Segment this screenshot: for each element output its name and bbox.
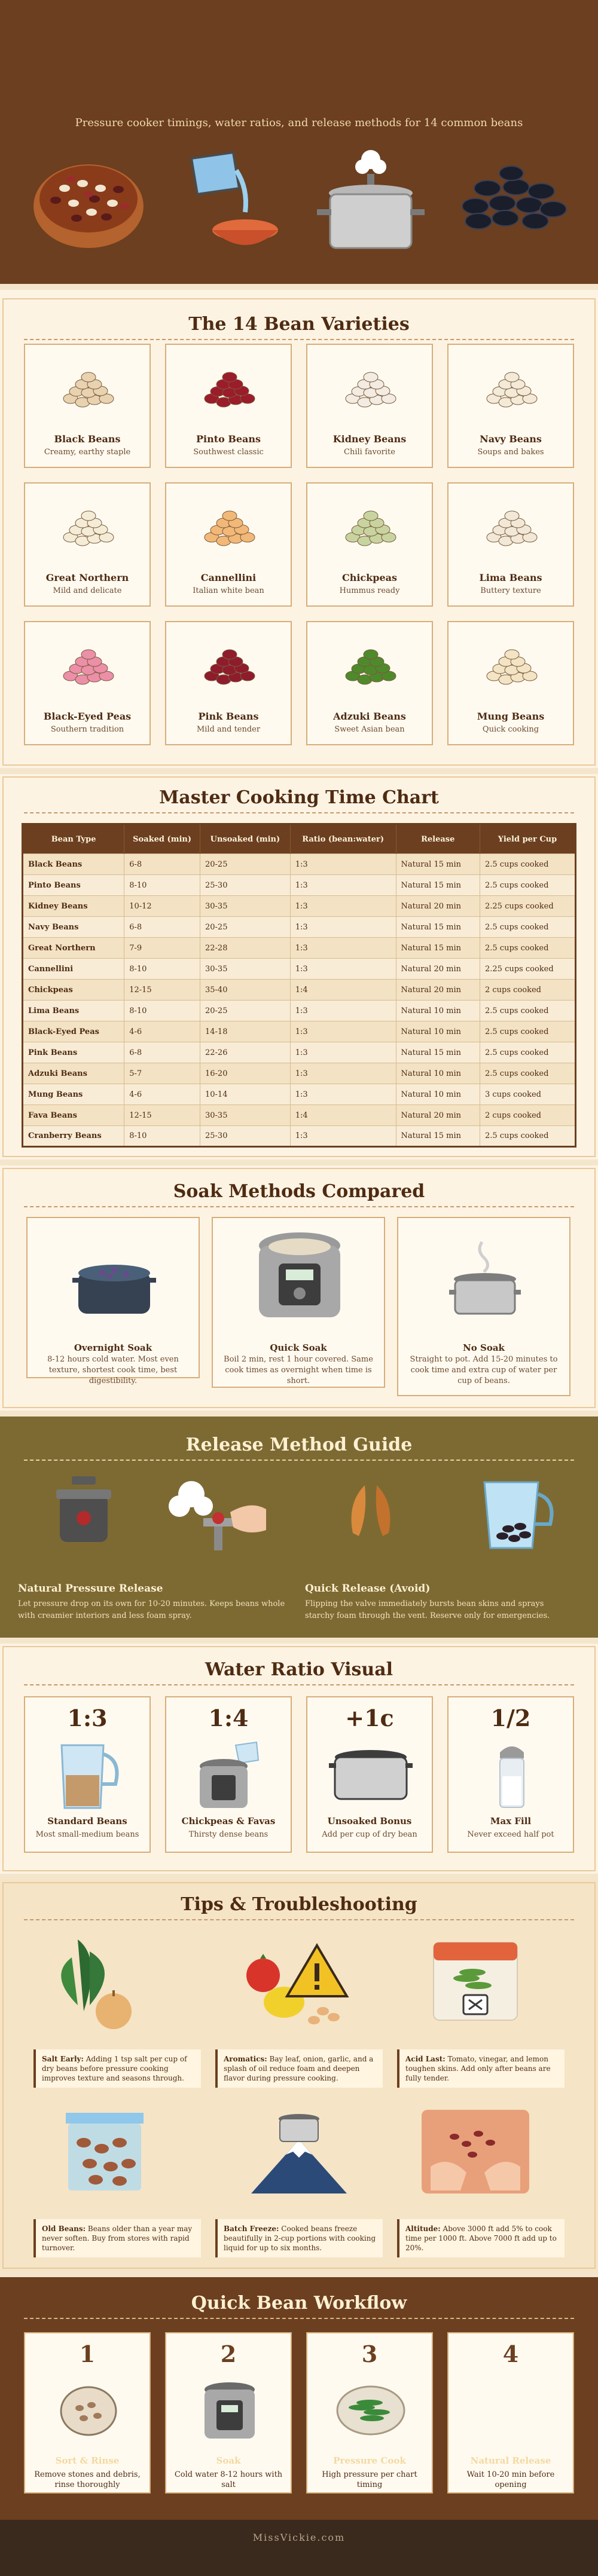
table-cell: 2.5 cups cooked [480, 1001, 576, 1021]
variety-desc: Chili favorite [344, 448, 395, 457]
table-row [23, 938, 576, 959]
step-title: Sort & Rinse [55, 2455, 120, 2466]
table-cell: Natural 20 min [396, 959, 480, 980]
natural-release-desc: Let pressure drop on its own for 10-20 minutes. Keeps beans whole with creamier interiors and less foam spray. [18, 1599, 285, 1620]
variety-name: Pinto Beans [196, 433, 261, 445]
pressure-valve-icon [54, 1476, 114, 1548]
table-cell: 5-7 [124, 1063, 200, 1084]
table-cell: Mung Beans [23, 1084, 124, 1105]
variety-name: Navy Beans [480, 433, 542, 445]
release-title: Release Method Guide [185, 1434, 413, 1455]
table-cell: Natural 20 min [396, 980, 480, 1001]
calendar-beans-icon [431, 1936, 520, 2026]
table-cell: 2.25 cups cooked [480, 896, 576, 917]
table-cell: 8-10 [124, 1001, 200, 1021]
table-cell: 30-35 [200, 959, 290, 980]
table-cell: Black Beans [23, 854, 124, 875]
tips-title: Tips & Troubleshooting [181, 1894, 417, 1915]
quick-release-desc: Flipping the valve immediately bursts bean skins and sprays starchy foam through the vent. Reserve only for emergencies. [305, 1599, 550, 1620]
table-cell: Natural 10 min [396, 1084, 480, 1105]
footer-link[interactable]: MissVickie.com [252, 2532, 346, 2543]
pressure-cooker-pour-icon [194, 1739, 266, 1811]
table-cell: 1:3 [290, 1001, 396, 1021]
soak-card-overnight [26, 1217, 200, 1385]
variety-card [24, 621, 151, 745]
table-cell: 25-30 [200, 1126, 290, 1147]
variety-name: Pink Beans [198, 711, 259, 722]
variety-name: Chickpeas [341, 572, 397, 583]
table-header: Yield per Cup [480, 824, 576, 854]
table-row [23, 875, 576, 896]
table-cell: 2.5 cups cooked [480, 1126, 576, 1147]
table-header: Ratio (bean:water) [290, 824, 396, 854]
ratio-card-maxfill [447, 1696, 574, 1853]
table-cell: 1:3 [290, 1042, 396, 1063]
table-cell: 2.5 cups cooked [480, 917, 576, 938]
sieve-bowl-icon [59, 2381, 118, 2441]
table-cell: 4-6 [124, 1021, 200, 1042]
table-cell: 6-8 [124, 1042, 200, 1063]
table-cell: 12-15 [124, 1105, 200, 1126]
soak-card-quick [212, 1217, 385, 1388]
workflow-step-1 [24, 2332, 151, 2494]
soak-name: Quick Soak [270, 1342, 327, 1353]
water-ratio-section [0, 1644, 598, 1880]
soak-card-none [397, 1217, 570, 1396]
table-cell: Natural 15 min [396, 1042, 480, 1063]
table-cell: 2.5 cups cooked [480, 854, 576, 875]
step-number: 2 [220, 2341, 237, 2367]
step-number: 1 [79, 2341, 96, 2367]
table-cell: 8-10 [124, 959, 200, 980]
table-cell: Natural 20 min [396, 896, 480, 917]
table-cell: Natural 20 min [396, 1105, 480, 1126]
variety-name: Cannellini [200, 572, 257, 583]
variety-card [306, 621, 433, 745]
table-cell: 20-25 [200, 1001, 290, 1021]
table-cell: 2 cups cooked [480, 1105, 576, 1126]
variety-desc: Italian white bean [193, 586, 264, 595]
ratio-desc: Thirsty dense beans [188, 1830, 269, 1839]
measuring-cup-beans-icon [472, 1476, 562, 1554]
table-cell: 30-35 [200, 896, 290, 917]
bowl-icon [72, 1260, 156, 1326]
table-cell: Natural 10 min [396, 1063, 480, 1084]
variety-card [306, 482, 433, 607]
ratio-card-standard [24, 1696, 151, 1853]
variety-name: Black-Eyed Peas [43, 711, 132, 722]
tip-acid: Acid Last: Tomato, vinegar, and lemon toughen skins. Add only after beans are fully tender. [397, 2049, 565, 2088]
bean-pile-icon [194, 363, 266, 417]
table-cell: Fava Beans [23, 1105, 124, 1126]
table-cell: 1:3 [290, 1063, 396, 1084]
tips-section [0, 1880, 598, 2277]
table-cell: Cannellini [23, 959, 124, 980]
variety-card [165, 344, 292, 468]
table-cell: 4-6 [124, 1084, 200, 1105]
pot-icon [449, 1236, 521, 1320]
ratio-value: +1c [345, 1705, 394, 1731]
table-row [23, 1084, 576, 1105]
table-cell: Natural 15 min [396, 875, 480, 896]
table-cell: Natural 15 min [396, 854, 480, 875]
soak-name: Overnight Soak [74, 1342, 152, 1353]
table-cell: 20-25 [200, 917, 290, 938]
table-cell: 2 cups cooked [480, 980, 576, 1001]
variety-card [24, 344, 151, 468]
workflow-step-4 [447, 2332, 574, 2494]
site-footer [0, 2520, 598, 2576]
soak-section [0, 1165, 598, 1417]
soak-desc: Straight to pot. Add 15-20 minutes to cook time and extra cup of water per cup of beans. [410, 1355, 558, 1385]
table-cell: Pinto Beans [23, 875, 124, 896]
variety-name: Black Beans [54, 433, 121, 445]
table-row [23, 959, 576, 980]
table-cell: Black-Eyed Peas [23, 1021, 124, 1042]
ratio-name: Max Fill [490, 1816, 532, 1827]
step-desc: Remove stones and debris, rinse thoroughly [34, 2470, 141, 2489]
table-row [23, 1126, 576, 1147]
ratio-value: 1:4 [208, 1705, 249, 1731]
ratio-name: Chickpeas & Favas [181, 1816, 276, 1827]
hero-banner [0, 0, 598, 290]
bean-pile-icon [53, 501, 124, 555]
step-desc: Cold water 8-12 hours with salt [174, 2470, 283, 2489]
table-cell: 1:3 [290, 896, 396, 917]
table-cell: 22-26 [200, 1042, 290, 1063]
black-beans-pile-icon [451, 146, 571, 242]
variety-card [165, 621, 292, 745]
bean-bowl-icon [29, 146, 148, 254]
table-cell: 8-10 [124, 875, 200, 896]
ratio-card-chickpeas [165, 1696, 292, 1853]
variety-name: Lima Beans [479, 572, 542, 583]
pressure-cooker-icon [200, 2378, 260, 2443]
table-header: Unsoaked (min) [200, 824, 290, 854]
table-cell: 30-35 [200, 1105, 290, 1126]
table-cell: 1:3 [290, 1021, 396, 1042]
table-cell: Adzuki Beans [23, 1063, 124, 1084]
table-cell: 1:3 [290, 1084, 396, 1105]
soak-title: Soak Methods Compared [173, 1181, 425, 1202]
table-cell: 1:3 [290, 875, 396, 896]
ratio-name: Unsoaked Bonus [327, 1816, 412, 1827]
table-cell: 2.5 cups cooked [480, 938, 576, 959]
tip-batch-freeze: Batch Freeze: Cooked beans freeze beautifully in 2-cup portions with cooking liquid for up to six months. [215, 2219, 383, 2257]
table-cell: Lima Beans [23, 1001, 124, 1021]
workflow-section [0, 2277, 598, 2520]
table-cell: Navy Beans [23, 917, 124, 938]
ratio-name: Standard Beans [47, 1816, 127, 1827]
quick-release-title: Quick Release (Avoid) [305, 1583, 431, 1595]
table-cell: 1:3 [290, 959, 396, 980]
table-cell: 3 cups cooked [480, 1084, 576, 1105]
herbs-onion-icon [54, 1933, 138, 2035]
table-cell: 7-9 [124, 938, 200, 959]
workflow-step-3 [306, 2332, 433, 2494]
tip-aromatics: Aromatics: Bay leaf, onion, garlic, and a splash of oil reduce foam and deepen flavor during pressure cooking. [215, 2049, 383, 2088]
step-number: 4 [502, 2341, 519, 2367]
chart-title: Master Cooking Time Chart [159, 787, 439, 808]
table-header: Release [396, 824, 480, 854]
varieties-section [0, 296, 598, 774]
pressure-cooker-icon [255, 1228, 344, 1323]
tip-salt: Salt Early: Adding 1 tsp salt per cup of dry beans before pressure cooking improves texture and seasons through. [33, 2049, 201, 2088]
steam-valve-hand-icon [167, 1476, 269, 1560]
variety-card [447, 482, 574, 607]
variety-name: Mung Beans [477, 711, 545, 722]
natural-release-title: Natural Pressure Release [18, 1583, 163, 1595]
variety-desc: Creamy, earthy staple [44, 448, 131, 457]
measuring-cup-icon [53, 1739, 124, 1811]
bean-pile-icon [335, 640, 407, 694]
table-cell: 6-8 [124, 854, 200, 875]
table-row [23, 1001, 576, 1021]
table-cell: 2.5 cups cooked [480, 1063, 576, 1084]
table-cell: 1:4 [290, 1105, 396, 1126]
table-cell: Chickpeas [23, 980, 124, 1001]
table-cell: 1:3 [290, 1126, 396, 1147]
bean-pile-icon [335, 501, 407, 555]
workflow-step-2 [165, 2332, 292, 2494]
release-section [0, 1417, 598, 1644]
bean-pile-icon [335, 363, 407, 417]
variety-name: Great Northern [45, 572, 129, 583]
water-pour-icon [179, 146, 287, 254]
table-cell: Natural 15 min [396, 938, 480, 959]
mountain-pot-icon [245, 2107, 353, 2196]
open-pot-icon [329, 1745, 413, 1805]
storage-bag-icon [60, 2107, 150, 2196]
bean-pile-icon [53, 640, 124, 694]
green-beans-bowl-icon [335, 2384, 407, 2437]
variety-desc: Quick cooking [482, 725, 539, 734]
table-cell: 2.25 cups cooked [480, 959, 576, 980]
table-row [23, 854, 576, 875]
table-cell: Kidney Beans [23, 896, 124, 917]
variety-card [447, 344, 574, 468]
table-row [23, 1042, 576, 1063]
table-cell: 16-20 [200, 1063, 290, 1084]
split-bean-icon [341, 1479, 401, 1545]
variety-card [447, 621, 574, 745]
bean-pile-icon [194, 640, 266, 694]
variety-card [306, 344, 433, 468]
table-cell: 6-8 [124, 917, 200, 938]
bean-pile-icon [476, 363, 548, 417]
table-cell: Cranberry Beans [23, 1126, 124, 1147]
salt-shaker-icon [494, 1740, 530, 1812]
table-row [23, 1021, 576, 1042]
step-desc: Wait 10-20 min before opening [466, 2470, 555, 2489]
table-cell: Natural 15 min [396, 917, 480, 938]
table-cell: 1:4 [290, 980, 396, 1001]
cooking-chart-section [0, 774, 598, 1165]
variety-card [165, 482, 292, 607]
variety-desc: Hummus ready [339, 586, 400, 595]
varieties-title: The 14 Bean Varieties [188, 314, 410, 335]
soak-name: No Soak [463, 1342, 505, 1353]
workflow-title: Quick Bean Workflow [191, 2293, 407, 2314]
table-row [23, 896, 576, 917]
table-cell: Pink Beans [23, 1042, 124, 1063]
table-cell: 25-30 [200, 875, 290, 896]
table-row [23, 980, 576, 1001]
step-desc: High pressure per chart timing [322, 2470, 417, 2489]
table-cell: 22-28 [200, 938, 290, 959]
ratio-value: 1:3 [67, 1705, 108, 1731]
table-row [23, 1105, 576, 1126]
cooking-time-table [22, 823, 576, 1148]
variety-desc: Southern tradition [50, 725, 124, 734]
variety-desc: Mild and tender [196, 725, 261, 734]
variety-card [24, 482, 151, 607]
ratio-card-unsoaked [306, 1696, 433, 1853]
warning-tomato-lemon-icon [239, 1939, 359, 2029]
table-cell: 10-14 [200, 1084, 290, 1105]
ratio-desc: Never exceed half pot [467, 1830, 554, 1839]
variety-desc: Mild and delicate [53, 586, 122, 595]
tip-altitude: Altitude: Above 3000 ft add 5% to cook time per 1000 ft. Above 7000 ft add up to 20%. [397, 2219, 565, 2257]
variety-name: Adzuki Beans [333, 711, 406, 722]
table-cell: 20-25 [200, 854, 290, 875]
table-cell: 1:3 [290, 854, 396, 875]
table-cell: 35-40 [200, 980, 290, 1001]
table-cell: Great Northern [23, 938, 124, 959]
table-cell: 1:3 [290, 917, 396, 938]
table-cell: Natural 10 min [396, 1021, 480, 1042]
table-header: Bean Type [23, 824, 124, 854]
table-cell: 2.5 cups cooked [480, 1042, 576, 1063]
variety-desc: Soups and bakes [477, 448, 544, 457]
step-title: Soak [216, 2455, 241, 2466]
table-row [23, 917, 576, 938]
tip-old-beans: Old Beans: Beans older than a year may never soften. Buy from stores with rapid turnover. [33, 2219, 201, 2257]
step-title: Pressure Cook [333, 2455, 406, 2466]
steaming-pot-icon [317, 146, 425, 266]
variety-desc: Buttery texture [480, 586, 541, 595]
step-title: Natural Release [470, 2455, 551, 2466]
water-title: Water Ratio Visual [205, 1659, 393, 1680]
step-number: 3 [361, 2341, 378, 2367]
variety-name: Kidney Beans [332, 433, 407, 445]
ratio-value: 1/2 [490, 1705, 531, 1731]
table-cell: Natural 15 min [396, 1126, 480, 1147]
table-cell: 2.5 cups cooked [480, 1021, 576, 1042]
bean-pile-icon [53, 363, 124, 417]
table-cell: 12-15 [124, 980, 200, 1001]
bean-pile-icon [476, 501, 548, 555]
bean-pile-icon [476, 640, 548, 694]
soak-desc: 8-12 hours cold water. Most even texture, shortest cook time, best digestibility. [47, 1355, 179, 1385]
table-row [23, 1063, 576, 1084]
table-cell: 2.5 cups cooked [480, 875, 576, 896]
ratio-desc: Most small-medium beans [35, 1830, 139, 1839]
variety-desc: Sweet Asian bean [334, 725, 405, 734]
sorting-hands-icon [419, 2107, 532, 2196]
table-cell: 10-12 [124, 896, 200, 917]
soak-desc: Boil 2 min, rest 1 hour covered. Same cook times as overnight when time is short. [224, 1355, 373, 1385]
table-cell: Natural 10 min [396, 1001, 480, 1021]
table-cell: 8-10 [124, 1126, 200, 1147]
variety-desc: Southwest classic [193, 448, 264, 457]
table-cell: 14-18 [200, 1021, 290, 1042]
bean-pile-icon [194, 501, 266, 555]
table-header: Soaked (min) [124, 824, 200, 854]
hero-subtitle: Pressure cooker timings, water ratios, and release methods for 14 common beans [75, 117, 523, 129]
ratio-desc: Add per cup of dry bean [322, 1830, 417, 1839]
table-cell: 1:3 [290, 938, 396, 959]
